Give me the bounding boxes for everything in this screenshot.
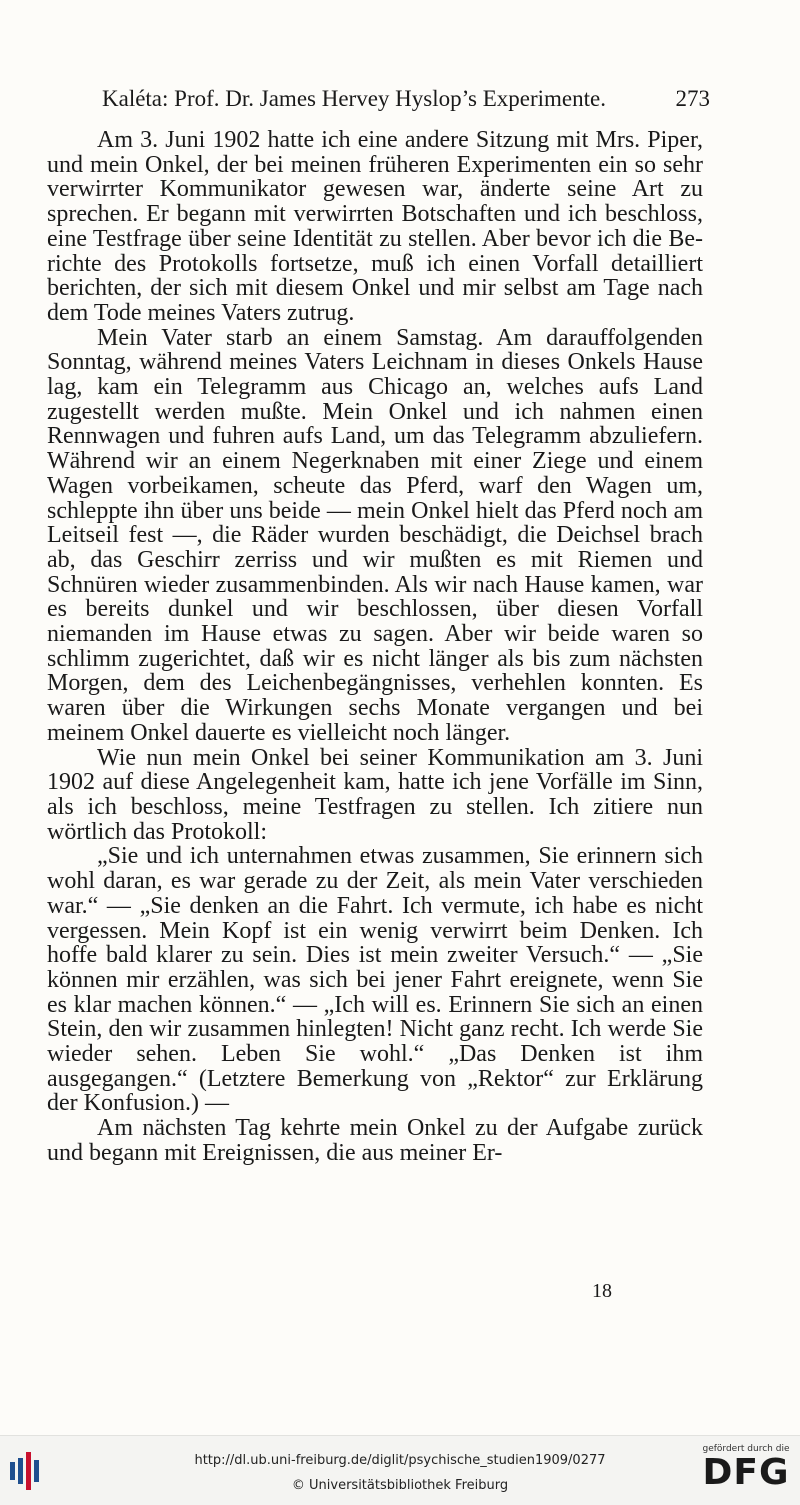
paragraph: „Sie und ich unternahmen etwas zusammen, Sie erinnern sich wohl daran, es war gerade zu der Zeit, als mein Vater verschieden war.“ — „Sie denken an die Fahrt. Ich vermute, ich habe es nicht vergessen. Mein Kopf ist ein wenig verwirrt beim Denken. Ich hoffe bald klarer zu sein. Dies ist mein zweiter Versuch.“ — „Sie können mir erzählen, was sich bei jener Fahrt ereignete, wenn Sie es klar machen können.“ — „Ich will es. Erinnern Sie sich an einen Stein, den wir zusammen hinlegten! Nicht ganz recht. Ich werde Sie wieder sehen. Leben Sie wohl.“ „Das Denken ist ihm ausgegangen.“ (Letztere Bemerkung von „Rektor“ zur Erklärung der Konfusion.) —	[47, 843, 703, 1117]
body-text	[47, 128, 703, 1166]
paragraph: Wie nun mein Onkel bei seiner Kommunikation am 3. Juni 1902 auf diese Angelegenheit kam, hatte ich jene Vorfälle im Sinn, als ich beschloss, meine Testfragen zu stellen. Ich zitiere nun wörtlich das Protokoll:	[47, 744, 703, 845]
running-title: Kaléta: Prof. Dr. James Hervey Hyslop’s Experimente.	[102, 86, 606, 111]
paragraph: Am nächsten Tag kehrte mein Onkel zu der Aufgabe zurück und begann mit Ereignissen, die aus meiner Er-	[47, 1115, 703, 1166]
dfg-logo-icon[interactable]	[696, 1442, 796, 1500]
permalink-url[interactable]: http://dl.ub.uni-freiburg.de/diglit/psychische_studien1909/0277	[194, 1453, 606, 1468]
viewer-footer	[0, 1435, 800, 1505]
paragraph: Am 3. Juni 1902 hatte ich eine andere Sitzung mit Mrs. Piper, und mein Onkel, der bei meinen früheren Experimenten ein so sehr verwirrter Kommunikator gewesen war, änderte seine Art zu sprechen. Er begann mit verwirrten Botschaften und ich beschloss, eine Testfrage über seine Identität zu stellen. Aber bevor ich die Berichte des Protokolls fortsetze, muß ich einen Vorfall detailliert berichten, der sich mit diesem Onkel und mir selbst am Tage nach dem Tode meines Vaters zutrug.	[47, 127, 703, 326]
signature-mark: 18	[592, 1280, 612, 1302]
page-number: 273	[675, 86, 710, 111]
dfg-logo-text: DFG	[702, 1452, 790, 1493]
copyright-notice: © Universitätsbibliothek Freiburg	[291, 1478, 509, 1493]
sponsor-tagline: gefördert durch die	[702, 1444, 790, 1454]
paragraph: Mein Vater starb an einem Samstag. Am darauffolgenden Sonntag, während meines Vaters Leichnam in dieses Onkels Hause lag, kam ein Telegramm aus Chicago an, welches aufs Land zugestellt werden mußte. Mein Onkel und ich nahmen einen Rennwagen und fuhren aufs Land, um das Telegramm abzuliefern. Während wir an einem Negerknaben mit einer Ziege und einem Wagen vorbeikamen, scheute das Pferd, warf den Wagen um, schleppte ihn über uns beide — mein Onkel hielt das Pferd noch am Leitseil fest —, die Räder wurden beschädigt, die Deichsel brach ab, das Geschirr zerriss und wir mußten es mit Riemen und Schnüren wieder zusammenbinden. Als wir nach Hause kamen, war es bereits dunkel und wir beschlossen, über diesen Vorfall niemanden im Hause etwas zu sagen. Aber wir beide waren so schlimm zugerichtet, daß wir es nicht länger als bis zum nächsten Morgen, dem des Leichenbegängnisses, verhehlen konnten. Es waren über die Wirkungen sechs Monate vergangen und bei meinem Onkel dauerte es vielleicht noch länger.	[47, 324, 703, 746]
